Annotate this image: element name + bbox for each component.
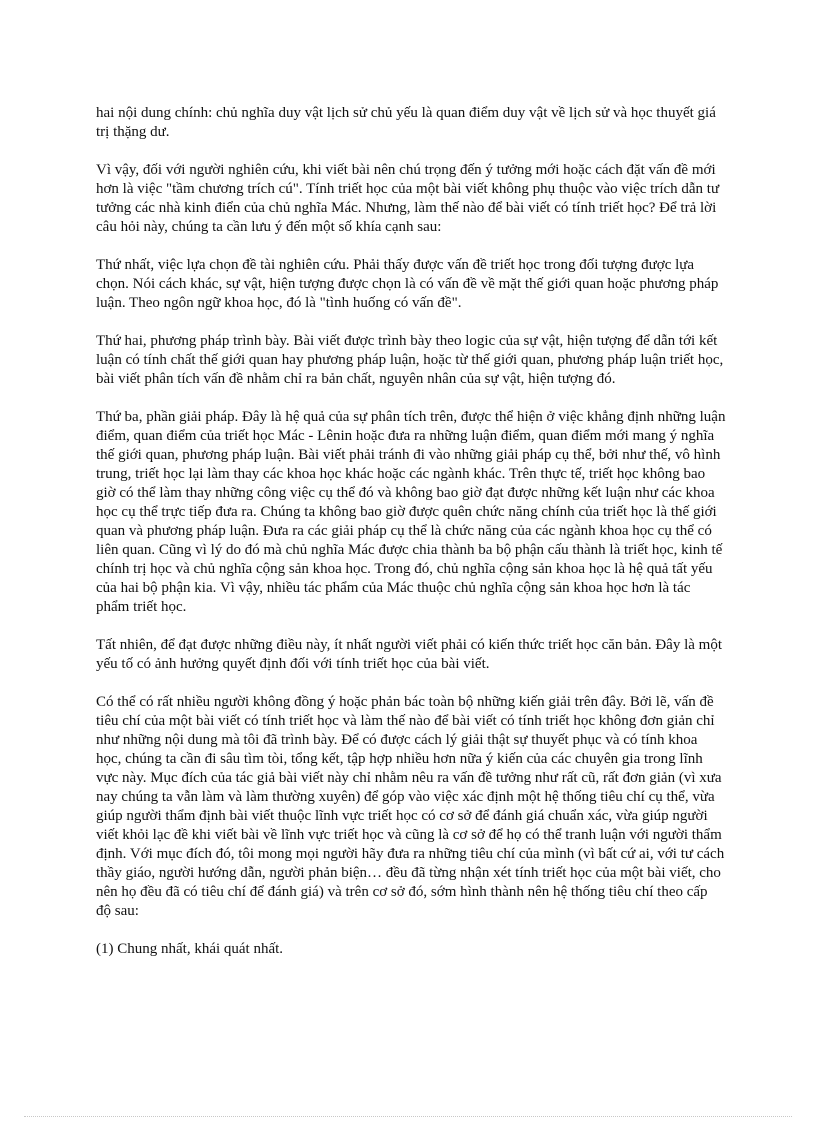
paragraph-1: hai nội dung chính: chủ nghĩa duy vật lịch sử chủ yếu là quan điểm duy vật về lịch sử và học thuyết giá trị thặng dư. (96, 105, 716, 140)
page-bottom-border (24, 1116, 792, 1117)
paragraph-2: Vì vậy, đối với người nghiên cứu, khi viết bài nên chú trọng đến ý tưởng mới hoặc cách đặt vấn đề mới hơn là việc "tầm chương trích cú". Tính triết học của một bài viết không phụ thuộc vào việc trích dẫn tư tưởng các nhà kinh điển của chủ nghĩa Mác. Nhưng, làm thế nào để bài viết có tính triết học? Để trả lời câu hỏi này, chúng ta cần lưu ý đến một số khía cạnh sau: (96, 162, 720, 235)
paragraph-4: Thứ hai, phương pháp trình bày. Bài viết được trình bày theo logic của sự vật, hiện tượng để dẫn tới kết luận có tính chất thế giới quan hay phương pháp luận, hoặc từ thế giới quan, phương pháp luận triết học, bài viết phân tích vấn đề nhằm chỉ ra bản chất, nguyên nhân của sự vật, hiện tượng đó. (96, 333, 724, 387)
document-body (96, 104, 726, 978)
paragraph-8: (1) Chung nhất, khái quát nhất. (96, 941, 284, 957)
paragraph-5: Thứ ba, phần giải pháp. Đây là hệ quả của sự phân tích trên, được thể hiện ở việc khẳng định những luận điểm, quan điểm của triết học Mác - Lênin hoặc đưa ra những luận điểm, quan điểm mới mang ý nghĩa thế giới quan, phương pháp luận. Bài viết phải tránh đi vào những giải pháp cụ thể, bởi như thế, vô hình trung, triết học lại làm thay các khoa học khác hoặc các ngành khác. Trên thực tế, triết học không bao giờ có thể làm thay những công việc cụ thể đó và không bao giờ đạt được những kết luận như các khoa học cụ thể trực tiếp đưa ra. Chúng ta không bao giờ được quên chức năng chính của triết học là thế giới quan và phương pháp luận. Đưa ra các giải pháp cụ thể là chức năng của các ngành khoa học cụ thể có liên quan. Cũng vì lý do đó mà chủ nghĩa Mác được chia thành ba bộ phận cấu thành là triết học, kinh tế chính trị học và chủ nghĩa cộng sản khoa học. Trong đó, chủ nghĩa cộng sản khoa học là hệ quả tất yếu của hai bộ phận kia. Vì vậy, nhiều tác phẩm của Mác thuộc chủ nghĩa cộng sản khoa học hơn là tác phẩm triết học. (96, 409, 726, 615)
paragraph-7: Có thể có rất nhiều người không đồng ý hoặc phản bác toàn bộ những kiến giải trên đây. Bởi lẽ, vấn đề tiêu chí của một bài viết có tính triết học và làm thế nào để bài viết có tính triết học không đơn giản chỉ như những nội dung mà tôi đã trình bày. Để có được cách lý giải thật sự thuyết phục và có tính khoa học, chúng ta cần đi sâu tìm tòi, tổng kết, tập hợp nhiều hơn nữa ý kiến của các chuyên gia trong lĩnh vực này. Mục đích của tác giả bài viết này chỉ nhằm nêu ra vấn đề tưởng như rất cũ, rất đơn giản (vì xưa nay chúng ta vẫn làm và làm thường xuyên) để góp vào việc xác định một hệ thống tiêu chí cụ thể, vừa giúp người thẩm định bài viết thuộc lĩnh vực triết học có cơ sở để đánh giá chuẩn xác, vừa giúp người viết khỏi lạc đề khi viết bài về lĩnh vực triết học và cũng là cơ sở để họ có thể tranh luận với người thẩm định. Với mục đích đó, tôi mong mọi người hãy đưa ra những tiêu chí của mình (vì bất cứ ai, với tư cách thầy giáo, người hướng dẫn, người phản biện… đều đã từng nhận xét tính triết học của một bài viết, cho nên họ đều đã có tiêu chí để đánh giá) và trên cơ sở đó, sớm hình thành nên hệ thống tiêu chí theo cấp độ sau: (96, 694, 725, 919)
paragraph-3: Thứ nhất, việc lựa chọn đề tài nghiên cứu. Phải thấy được vấn đề triết học trong đối tượng được lựa chọn. Nói cách khác, sự vật, hiện tượng được chọn là có vấn đề về mặt thế giới quan hoặc phương pháp luận. Theo ngôn ngữ khoa học, đó là "tình huống có vấn đề". (96, 257, 719, 311)
paragraph-6: Tất nhiên, để đạt được những điều này, ít nhất người viết phải có kiến thức triết học căn bản. Đây là một yếu tố có ảnh hưởng quyết định đối với tính triết học của bài viết. (96, 637, 722, 672)
